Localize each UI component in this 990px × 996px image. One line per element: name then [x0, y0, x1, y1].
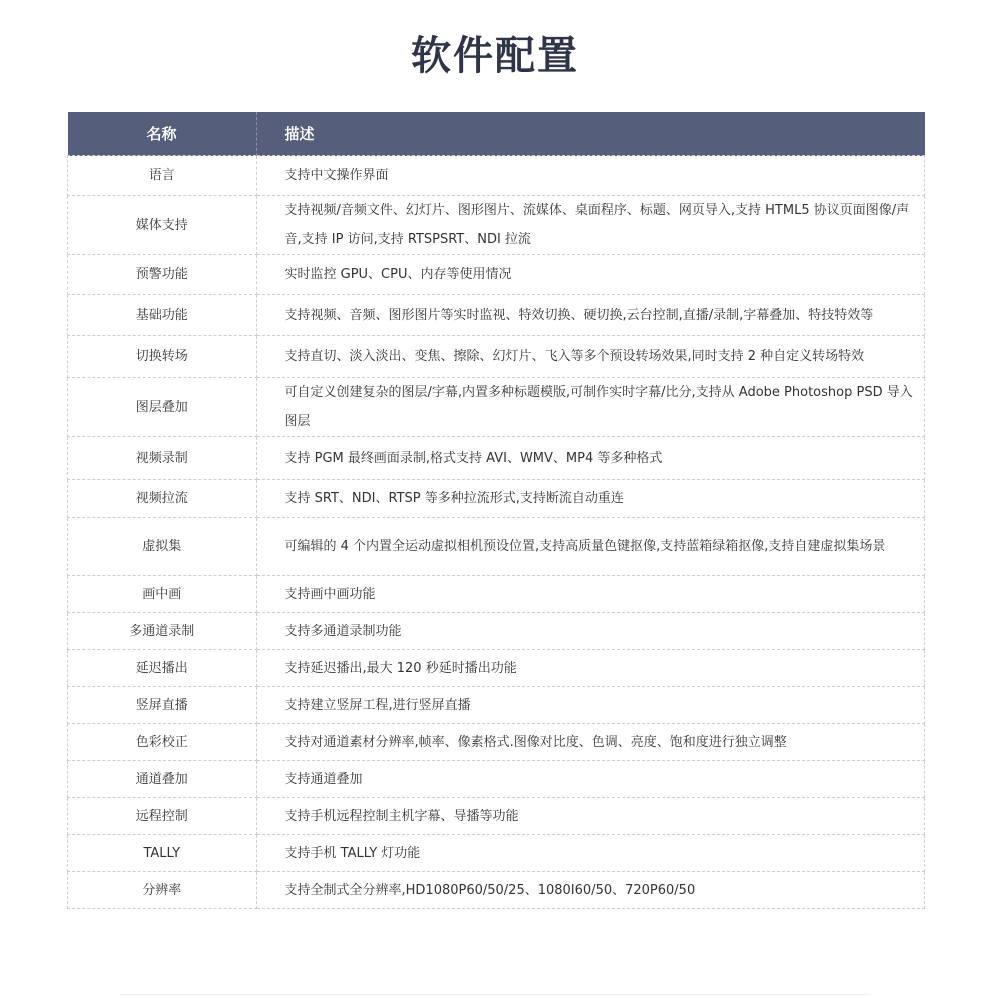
- row-desc: 支持手机远程控制主机字幕、导播等功能: [256, 798, 925, 835]
- row-desc: 支持延迟播出,最大 120 秒延时播出功能: [256, 650, 925, 687]
- header-desc: 描述: [256, 112, 925, 156]
- table-row: [68, 480, 925, 518]
- table-row: [68, 255, 925, 295]
- row-desc: 支持画中画功能: [256, 576, 925, 613]
- row-desc: 支持 PGM 最终画面录制,格式支持 AVI、WMV、MP4 等多种格式: [256, 437, 925, 480]
- table-row: [68, 613, 925, 650]
- footer-divider: [120, 994, 870, 995]
- row-name: 色彩校正: [68, 724, 257, 761]
- row-name: 远程控制: [68, 798, 257, 835]
- row-desc: 支持视频/音频文件、幻灯片、图形图片、流媒体、桌面程序、标题、网页导入,支持 HTML5 协议页面图像/声音,支持 IP 访问,支持 RTSPSRT、NDI 拉流: [256, 196, 925, 255]
- table-row: [68, 724, 925, 761]
- row-desc: 支持 SRT、NDI、RTSP 等多种拉流形式,支持断流自动重连: [256, 480, 925, 518]
- row-desc: 支持直切、淡入淡出、变焦、擦除、幻灯片、飞入等多个预设转场效果,同时支持 2 种自定义转场特效: [256, 336, 925, 378]
- table-row: [68, 437, 925, 480]
- table-row: [68, 295, 925, 336]
- row-desc: 可编辑的 4 个内置全运动虚拟相机预设位置,支持高质量色键抠像,支持蓝箱绿箱抠像,支持自建虚拟集场景: [256, 518, 925, 576]
- table-row: [68, 156, 925, 196]
- table-row: [68, 798, 925, 835]
- row-desc: 实时监控 GPU、CPU、内存等使用情况: [256, 255, 925, 295]
- spec-table: [67, 112, 925, 909]
- header-name: 名称: [68, 112, 257, 156]
- row-name: 视频录制: [68, 437, 257, 480]
- row-desc: 支持视频、音频、图形图片等实时监视、特效切换、硬切换,云台控制,直播/录制,字幕叠加、特技特效等: [256, 295, 925, 336]
- table-row: [68, 835, 925, 872]
- table-row: [68, 872, 925, 909]
- row-name: 媒体支持: [68, 196, 257, 255]
- row-name: 延迟播出: [68, 650, 257, 687]
- row-name: 切换转场: [68, 336, 257, 378]
- table-row: [68, 576, 925, 613]
- table-row: [68, 378, 925, 437]
- row-name: 画中画: [68, 576, 257, 613]
- table-row: [68, 650, 925, 687]
- row-desc: 支持通道叠加: [256, 761, 925, 798]
- table-row: [68, 518, 925, 576]
- row-name: 竖屏直播: [68, 687, 257, 724]
- table-row: [68, 687, 925, 724]
- row-desc: 支持中文操作界面: [256, 156, 925, 196]
- row-name: 分辨率: [68, 872, 257, 909]
- table-header-row: [68, 112, 925, 156]
- row-desc: 支持手机 TALLY 灯功能: [256, 835, 925, 872]
- row-name: 虚拟集: [68, 518, 257, 576]
- row-name: 多通道录制: [68, 613, 257, 650]
- row-desc: 支持多通道录制功能: [256, 613, 925, 650]
- page-title: 软件配置: [411, 33, 579, 79]
- row-desc: 支持建立竖屏工程,进行竖屏直播: [256, 687, 925, 724]
- table-row: [68, 196, 925, 255]
- row-desc: 支持全制式全分辨率,HD1080P60/50/25、1080I60/50、720P60/50: [256, 872, 925, 909]
- row-desc: 可自定义创建复杂的图层/字幕,内置多种标题模版,可制作实时字幕/比分,支持从 Adobe Photoshop PSD 导入图层: [256, 378, 925, 437]
- row-name: 语言: [68, 156, 257, 196]
- row-desc: 支持对通道素材分辨率,帧率、像素格式.图像对比度、色调、亮度、饱和度进行独立调整: [256, 724, 925, 761]
- row-name: 图层叠加: [68, 378, 257, 437]
- row-name: 通道叠加: [68, 761, 257, 798]
- row-name: TALLY: [68, 835, 257, 872]
- table-row: [68, 761, 925, 798]
- row-name: 预警功能: [68, 255, 257, 295]
- row-name: 基础功能: [68, 295, 257, 336]
- table-row: [68, 336, 925, 378]
- row-name: 视频拉流: [68, 480, 257, 518]
